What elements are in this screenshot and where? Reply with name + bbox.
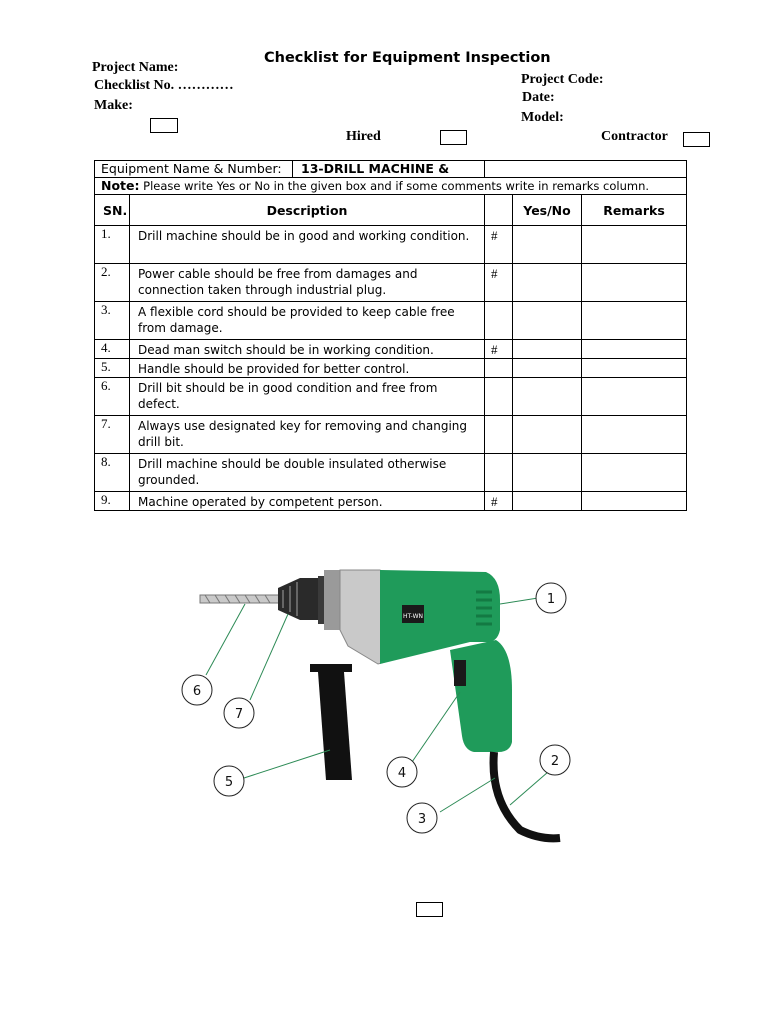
yes-no-cell[interactable] — [513, 359, 582, 378]
table-row — [95, 226, 687, 264]
pistol-grip — [450, 640, 512, 752]
remarks-cell[interactable] — [582, 226, 687, 264]
callout-label: 1 — [546, 592, 556, 607]
row-sn: 6. — [95, 378, 130, 416]
col-mark — [485, 195, 513, 226]
note-row — [95, 178, 687, 195]
row-mark — [485, 302, 513, 340]
row-mark: # — [485, 492, 513, 511]
callout-label: 6 — [192, 684, 202, 699]
yes-no-cell[interactable] — [513, 340, 582, 359]
table-row — [95, 302, 687, 340]
brand-label: HT-WN — [403, 613, 423, 620]
row-sn: 2. — [95, 264, 130, 302]
drill-machine-illustration — [0, 540, 768, 860]
remarks-cell[interactable] — [582, 416, 687, 454]
row-sn: 7. — [95, 416, 130, 454]
note-label: Note: — [101, 178, 140, 193]
table-row — [95, 340, 687, 359]
yes-no-cell[interactable] — [513, 416, 582, 454]
yes-no-cell[interactable] — [513, 378, 582, 416]
row-mark — [485, 416, 513, 454]
table-row — [95, 378, 687, 416]
col-yes-no: Yes/No — [513, 195, 582, 226]
page-title: Checklist for Equipment Inspection — [264, 50, 551, 66]
row-description: Dead man switch should be in working condition. — [130, 340, 485, 359]
row-sn: 5. — [95, 359, 130, 378]
checkbox-contractor[interactable] — [683, 132, 710, 147]
col-sn: SN. — [95, 195, 130, 226]
drill-bit — [200, 595, 280, 603]
row-sn: 4. — [95, 340, 130, 359]
row-sn: 3. — [95, 302, 130, 340]
row-description: Machine operated by competent person. — [130, 492, 485, 511]
checklist-no-label: Checklist No. ………… — [94, 78, 234, 93]
remarks-cell[interactable] — [582, 302, 687, 340]
row-description: Drill machine should be in good and working condition. — [130, 226, 485, 264]
table-row — [95, 264, 687, 302]
remarks-cell[interactable] — [582, 378, 687, 416]
callout-label: 3 — [417, 812, 427, 827]
yes-no-cell[interactable] — [513, 492, 582, 511]
yes-no-cell[interactable] — [513, 264, 582, 302]
note-text: Please write Yes or No in the given box and if some comments write in remarks column. — [139, 179, 650, 193]
checkbox-hired[interactable] — [440, 130, 467, 145]
remarks-cell[interactable] — [582, 264, 687, 302]
yes-no-cell[interactable] — [513, 226, 582, 264]
row-mark: # — [485, 226, 513, 264]
remarks-cell[interactable] — [582, 359, 687, 378]
row-description: Drill machine should be double insulated otherwise grounded. — [130, 454, 485, 492]
equipment-value: 13-DRILL MACHINE & — [301, 161, 450, 176]
row-description: Handle should be provided for better control. — [130, 359, 485, 378]
col-description: Description — [130, 195, 485, 226]
row-mark — [485, 378, 513, 416]
row-mark: # — [485, 340, 513, 359]
yes-no-cell[interactable] — [513, 454, 582, 492]
row-description: Always use designated key for removing and changing drill bit. — [130, 416, 485, 454]
row-description: A flexible cord should be provided to keep cable free from damage. — [130, 302, 485, 340]
dead-man-switch — [454, 660, 466, 686]
remarks-cell[interactable] — [582, 340, 687, 359]
row-sn: 1. — [95, 226, 130, 264]
drill-chuck — [278, 576, 330, 624]
contractor-label: Contractor — [601, 129, 668, 144]
hired-label: Hired — [346, 129, 381, 144]
row-mark: # — [485, 264, 513, 302]
row-mark — [485, 454, 513, 492]
equipment-value-cell — [485, 161, 687, 178]
row-description: Power cable should be free from damages and connection taken through industrial plug. — [130, 264, 485, 302]
row-sn: 8. — [95, 454, 130, 492]
checkbox-bottom[interactable] — [416, 902, 443, 917]
model-label: Model: — [521, 110, 564, 125]
table-row — [95, 454, 687, 492]
col-remarks: Remarks — [582, 195, 687, 226]
yes-no-cell[interactable] — [513, 302, 582, 340]
project-code-label: Project Code: — [521, 72, 604, 87]
inspection-table — [94, 160, 687, 511]
callout-label: 5 — [224, 775, 234, 790]
equipment-label: Equipment Name & Number: — [95, 161, 293, 177]
table-row — [95, 492, 687, 511]
remarks-cell[interactable] — [582, 454, 687, 492]
table-row — [95, 416, 687, 454]
row-description: Drill bit should be in good condition and free from defect. — [130, 378, 485, 416]
callout-label: 7 — [234, 707, 244, 722]
remarks-cell[interactable] — [582, 492, 687, 511]
callout-label: 2 — [550, 754, 560, 769]
date-label: Date: — [522, 90, 555, 105]
side-handle — [310, 664, 352, 780]
row-sn: 9. — [95, 492, 130, 511]
callout-label: 4 — [397, 766, 407, 781]
make-label: Make: — [94, 98, 133, 113]
table-row — [95, 359, 687, 378]
row-mark — [485, 359, 513, 378]
checkbox-owned[interactable] — [150, 118, 178, 133]
project-name-label: Project Name: — [92, 60, 179, 75]
